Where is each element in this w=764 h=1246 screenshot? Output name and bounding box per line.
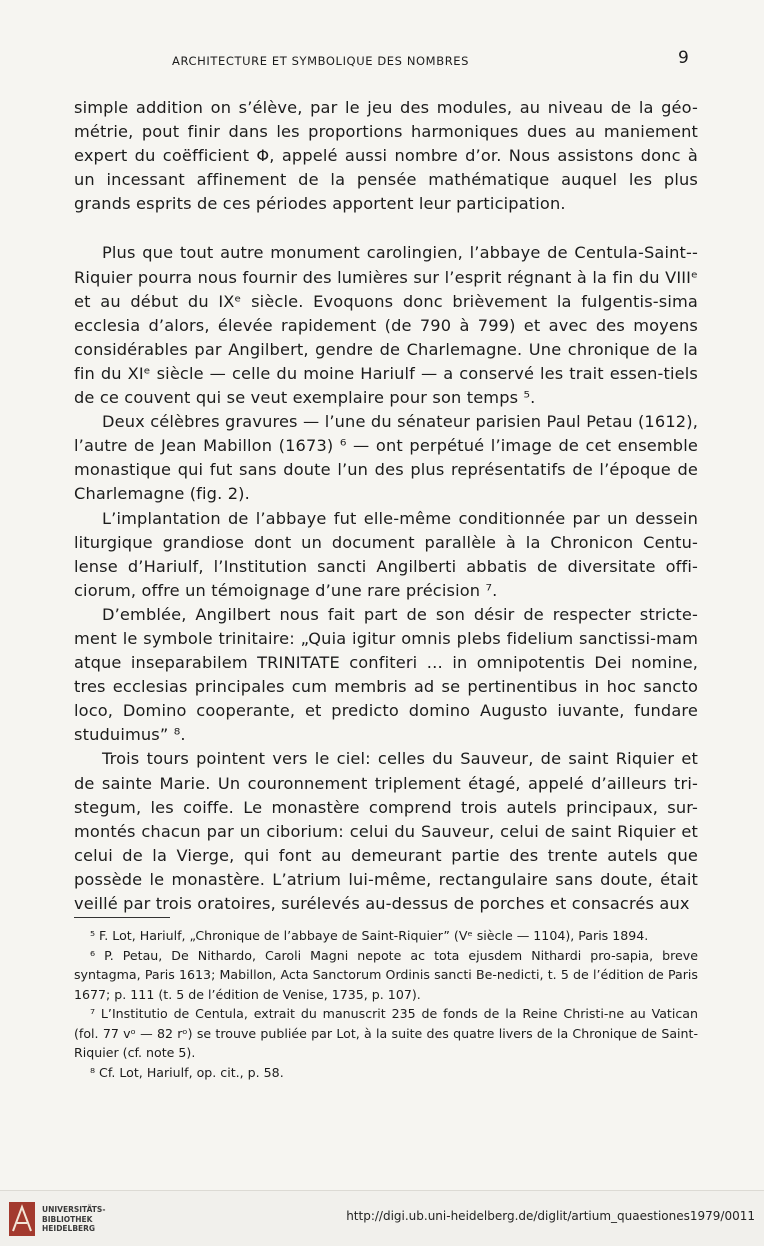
library-name-line-3: HEIDELBERG [42, 1224, 96, 1233]
footnote-5: ⁵ F. Lot, Hariulf, „Chronique de l’abbaye de Saint-Riquier” (Vᵉ siècle — 1104), Paris 1894. [90, 928, 649, 943]
library-name-line-1: UNIVERSITÄTS- [42, 1205, 106, 1214]
paragraph-6: Trois tours pointent vers le ciel: celles du Sauveur, de saint Riquier et de sainte Marie. Un couronnement triplement étagé, appelé d’ailleurs tri-stegum, les coiffe. Le monastère comprend trois autels principaux, sur-montés chacun par un ciborium: celui du Sauveur, celui de saint Riquier et celui de la Vierge, qui font au demeurant partie des trente autels que possède le monastère. L’atrium lui-même, rectangulaire sans doute, était veillé par trois oratoires, surélevés au-dessus de porches et consacrés aux [74, 749, 698, 913]
page-number: 9 [678, 48, 689, 68]
heidelberg-library-logo-icon [8, 1201, 36, 1237]
body-text [74, 96, 698, 916]
library-name-line-2: BIBLIOTHEK [42, 1214, 93, 1224]
digitization-footer [0, 1190, 764, 1246]
library-name [42, 1205, 105, 1234]
footnote-7: ⁷ L’Institutio de Centula, extrait du manuscrit 235 de fonds de la Reine Christi-ne au Vatican (fol. 77 vᵒ — 82 rᵒ) se trouve publiée par Lot, à la suite des quatre livers de la Chronique de Saint-Riquier (cf. note 5). [74, 1006, 698, 1060]
footnote-6: ⁶ P. Petau, De Nithardo, Caroli Magni nepote ac tota ejusdem Nithardi pro-sapia, breve syntagma, Paris 1613; Mabillon, Acta Sanctorum Ordinis sancti Be-nedicti, t. 5 de l’édition de Paris 1677; p. 111 (t. 5 de l’édition de Venise, 1735, p. 107). [74, 947, 698, 1002]
paragraph-1: simple addition on s’élève, par le jeu des modules, au niveau de la géo-métrie, pout finir dans les proportions harmoniques dues au maniement expert du coëfficient Φ, appelé aussi nombre d’or. Nous assistons donc à un incessant affinement de la pensée mathématique auquel les plus grands esprits de ces périodes apportent leur participation. [74, 98, 698, 214]
footnote-8: ⁸ Cf. Lot, Hariulf, op. cit., p. 58. [90, 1064, 284, 1080]
paragraph-4: L’implantation de l’abbaye fut elle-même conditionnée par un dessein liturgique grandiose dont un document parallèle à la Chronicon Centu-lense d’Hariulf, l’Institution sancti Angilberti abbatis de diversitate offi-ciorum, offre un témoignage d’une rare précision ⁷. [74, 508, 698, 600]
paragraph-3: Deux célèbres gravures — l’une du sénateur parisien Paul Petau (1612), l’autre de Jean Mabillon (1673) ⁶ — ont perpétué l’image de cet ensemble monastique qui fut sans doute l’un des plus représentatifs de l’époque de Charlemagne (fig. 2). [74, 412, 698, 504]
paragraph-2: Plus que tout autre monument carolingien, l’abbaye de Centula-Saint--Riquier pourra nous fournir des lumières sur l’esprit régnant à la fin du VIIIᵉ et au début du IXᵉ siècle. Evoquons donc brièvement la fulgentis-sima ecclesia d’alors, élevée rapidement (de 790 à 799) et avec des moyens considérables par Angilbert, gendre de Charlemagne. Une chronique de la fin du XIᵉ siècle — celle du moine Hariulf — a conservé les trait essen-tiels de ce couvent qui se veut exemplaire pour son temps ⁵. [74, 243, 698, 408]
footnote-divider [74, 917, 170, 918]
paragraph-5: D’emblée, Angilbert nous fait part de son désir de respecter stricte-ment le symbole trinitaire: „Quia igitur omnis plebs fidelium sanctissi-mam atque inseparabilem TRINITATE confiteri … in omnipotentis Dei nomine, tres ecclesias principales cum membris ad se pertinentibus in hoc sancto loco, Domino cooperante, et predicto domino Augusto iuvante, fundare studuimus” ⁸. [74, 604, 698, 745]
source-url-link[interactable]: http://digi.ub.uni-heidelberg.de/diglit/artium_quaestiones1979/0011 [346, 1209, 755, 1223]
running-title: ARCHITECTURE ET SYMBOLIQUE DES NOMBRES [172, 54, 470, 68]
page-header [0, 48, 764, 72]
footnotes [74, 926, 698, 1082]
